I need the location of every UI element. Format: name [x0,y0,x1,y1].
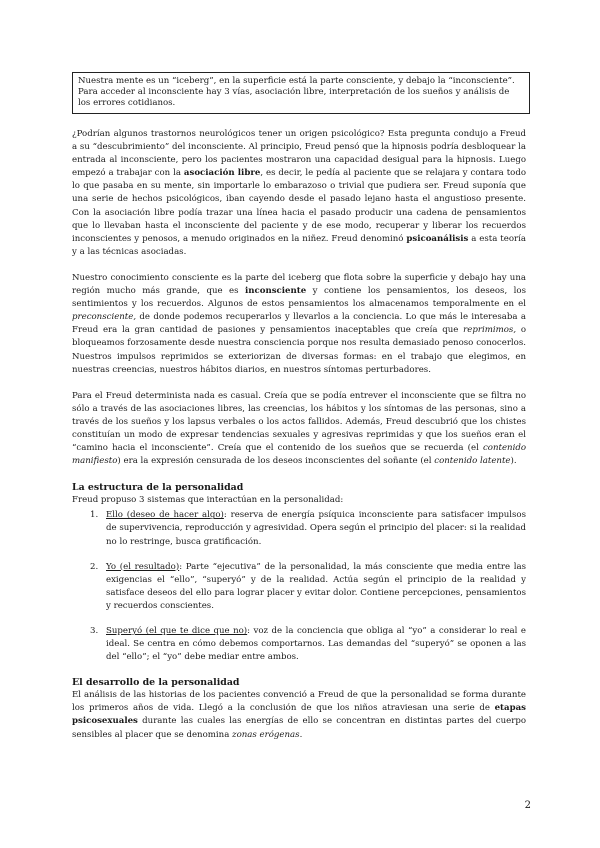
heading-desarrollo: El desarrollo de la personalidad [72,677,240,689]
term-reprimimos: reprimimos, [463,325,517,336]
heading-estructura: La estructura de la personalidad [72,482,244,494]
paragraph-iceberg: Nuestro conocimiento consciente es la parte del iceberg que flota sobre la superficie y debajo hay una región mucho más grande, que es inconsciente y contiene los pensamientos, los deseos, los sentimientos y los recuerdos. Algunos de estos pensamientos los almacenamos temporalmente en el preconsciente, de donde podemos recuperarlos y llevarlos a la conciencia. Lo que más le interesaba a Freud era la gran cantidad de pasiones y pensamientos inaceptables que creía que reprimimos, o bloqueamos forzosamente desde nuestra consciencia porque nos resulta demasiado penoso conocerlos. Nuestros impulsos reprimidos se exteriorizan de diversas formas: en el trabajo que elegimos, en nuestras creencias, nuestros hábitos diarios, en nuestros síntomas perturbadores. [72,272,527,375]
paragraph-origin: ¿Podrían algunos trastornos neurológicos tener un origen psicológico? Esta pregunta condujo a Freud a su “descubrimiento” del inconsciente. Al principio, Freud pensó que la hipnosis podría desbloquear la entrada al inconsciente, pero los pacientes mostraron una capacidad desigual para la hipnosis. Luego empezó a trabajar con la asociación libre, es decir, le pedía al paciente que se relajara y contara todo lo que pasaba en su mente, sin importarle lo embarazoso o trivial que pudiera ser. Freud suponía que una serie de hechos psicológicos, iban cayendo desde el pasado lejano hasta el angustioso presente. Con la asociación libre podía trazar una línea hacia el pasado producir una cadena de pensamientos que lo llevaban hasta el inconsciente del paciente y de ese modo, recuperar y liberar los recuerdos inconscientes y penosos, a menudo originados en la niñez. Freud denominó psicoanálisis a esta teoría y a las técnicas asociadas. [72,129,527,257]
label-yo: Yo (el resultado) [106,561,180,572]
page-number: 2 [524,800,531,811]
intro-box-text: Nuestra mente es un “iceberg”, en la superficie está la parte consciente, y debajo la “inconsciente”. Para acceder al inconsciente hay 3 vías, asociación libre, interpretación de los sueños y análisis de los errores cotidianos. [78,76,515,108]
list-item-superyo: 3. Superyó (el que te dice que no): voz de la conciencia que obliga al “yo” a considerar lo real e ideal. Se centra en cómo debemos comportarnos. Las demandas del “superyó” se oponen a las del “ello”; el “yo” debe mediar entre ambos. [90,626,526,663]
intro-box [72,72,530,114]
paragraph-desarrollo: El análisis de las historias de los pacientes convenció a Freud de que la personalidad se forma durante los primeros años de vida. Llegó a la conclusión de que los niños atraviesan una serie de etapas psicosexuales durante las cuales las energías de ello se concentran en distintas partes del cuerpo sensibles al placer que se denomina zonas erógenas. [72,690,526,740]
personality-systems-list [72,509,526,664]
list-item-ello: 1. Ello (deseo de hacer algo): reserva de energía psíquica inconsciente para satisfacer impulsos de supervivencia, reproducción y agresividad. Opera según el principio del placer: si la realidad no lo restringe, busca gratificación. [90,510,526,547]
term-zonas-erogenas: zonas erógenas [232,729,300,740]
list-item-yo: 2. Yo (el resultado): Parte “ejecutiva” de la personalidad, la más consciente que media entre las exigencias el “ello”, “superyó” y de la realidad. Actúa según el principio de la realidad y satisface deseos del ello para lograr placer y evitar dolor. Contiene percepciones, pensamientos y recuerdos conscientes. [90,561,527,611]
term-inconsciente: inconsciente [244,286,307,297]
term-asociacion-libre: asociación libre [183,168,261,179]
document-body [72,128,526,755]
term-etapas-psicosexuales: etapas psicosexuales [72,703,526,727]
label-superyo: Superyó (el que te dice que no) [106,626,248,636]
term-contenido-manifiesto: contenido manifiesto [72,443,526,467]
label-ello: Ello (deseo de hacer algo) [106,510,224,521]
paragraph-determinism: Para el Freud determinista nada es casual. Creía que se podía entrever el inconsciente que se filtra no sólo a través de las asociaciones libres, las creencias, los hábitos y los síntomas de las personas, sino a través de los sueños y los lapsus verbales o los actos fallidos. Además, Freud descubrió que los chistes constituían un modo de expresar tendencias sexuales y agresivas reprimidas y que los sueños eran el “camino hacia el inconsciente”. Creía que el contenido de los sueños que se recuerda (el contenido manifiesto) era la expresión censurada de los deseos inconscientes del soñante (el contenido latente). [72,390,526,467]
term-contenido-latente: contenido latente [434,456,511,467]
estructura-intro: Freud propuso 3 sistemas que interactúan en la personalidad: [72,495,344,506]
term-psicoanalisis: psicoanálisis [406,233,469,244]
term-preconsciente: preconsciente, [72,312,137,323]
